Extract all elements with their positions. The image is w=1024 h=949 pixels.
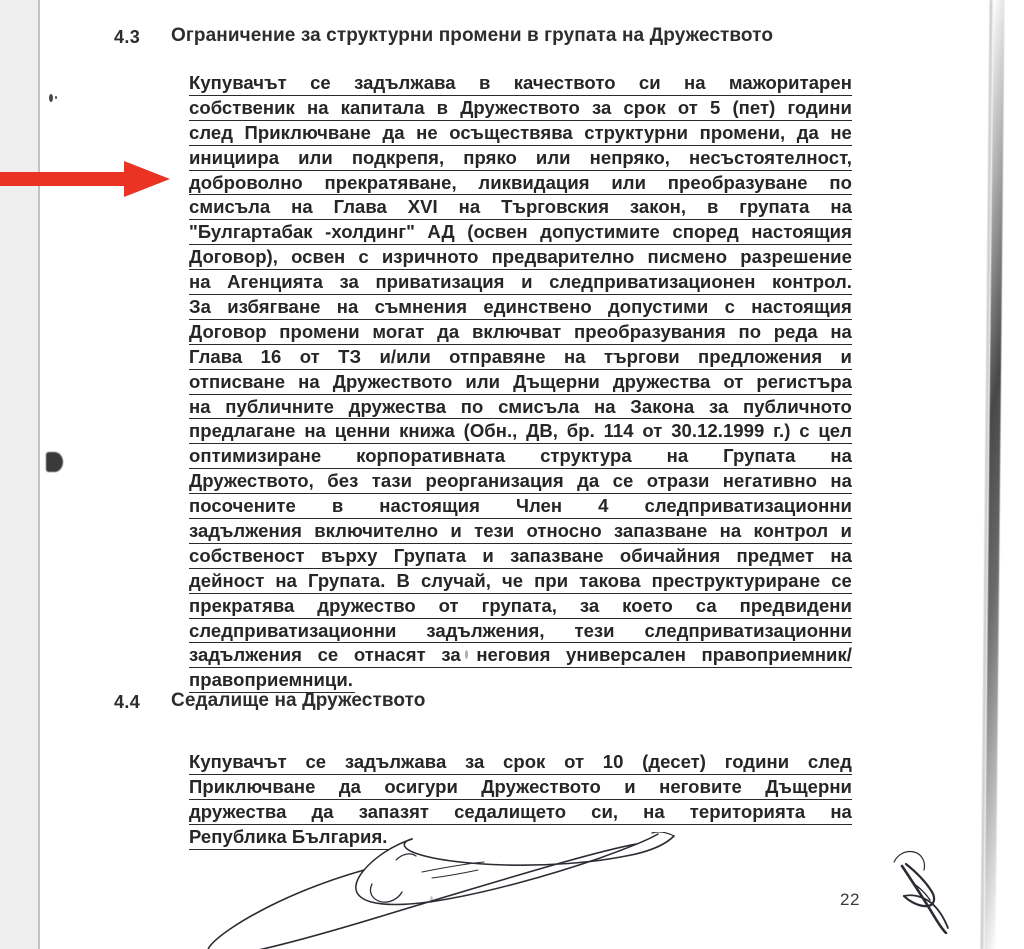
scan-gutter-line: [38, 0, 40, 949]
document-text-line: отписване на Дружеството или Дъщерни дружества от регистъра: [189, 370, 852, 395]
document-text-line: За избягване на съмнения единствено допустими с настоящия: [189, 295, 852, 320]
document-text-line: инициира или подкрепя, пряко или непряко, несъстоятелност,: [189, 146, 852, 171]
document-text-line: Приключване да осигури Дружеството и неговите Дъщерни: [189, 775, 852, 800]
document-text-line: на публичните дружества по смисъла на Закона за публичното: [189, 395, 852, 420]
scan-speck: [49, 94, 53, 102]
document-text-line: оптимизиране корпоративната структура на Групата на: [189, 444, 852, 469]
document-text-line: Договор), освен с изричното предварително писмено разрешение: [189, 245, 852, 270]
document-text-line: дружества да запазят седалището си, на територията на: [189, 800, 852, 825]
document-text-line: след Приключване да не осъществява структурни промени, да не: [189, 121, 852, 146]
document-text-line: прекратява дружество от групата, за което са предвидени: [189, 594, 852, 619]
document-text-line: "Булгартабак -холдинг" АД (освен допустимите според настоящия: [189, 220, 852, 245]
document-text-line: задължения включително и тези относно запазване на контрол и: [189, 519, 852, 544]
red-arrow-shaft: [0, 172, 128, 186]
document-text-line: доброволно прекратяване, ликвидация или преобразуване по: [189, 171, 852, 196]
clause-4-3-number: 4.3: [114, 27, 141, 47]
document-text-line: посочените в настоящия Член 4 следприватизационни: [189, 494, 852, 519]
clause-4-4-paragraph: [189, 750, 852, 850]
signature-initials-mark: [884, 848, 954, 934]
document-text-line: предлагане на ценни книжа (Обн., ДВ, бр. 114 от 30.12.1999 г.) с цел: [189, 419, 852, 444]
document-text-line: смисъла на Глава XVI на Търговския закон, в групата на: [189, 195, 852, 220]
red-arrow-head: [124, 161, 170, 197]
document-text-line: дейност на Групата. В случай, че при такова преструктуриране се: [189, 569, 852, 594]
document-text-line: собственост върху Групата и запазване обичайния предмет на: [189, 544, 852, 569]
document-text-line: Република България.: [189, 825, 390, 850]
page-number: 22: [840, 890, 860, 909]
document-text-line: Договор промени могат да включват преобразувания по реда на: [189, 320, 852, 345]
scan-speck: [55, 96, 57, 99]
document-text-line: Дружеството, без тази реорганизация да се отрази негативно на: [189, 469, 852, 494]
red-arrow-annotation: [0, 161, 170, 197]
document-text-line: Купувачът се задължава за срок от 10 (десет) години след: [189, 750, 852, 775]
document-text-line: на Агенцията за приватизация и следприватизационен контрол.: [189, 270, 852, 295]
document-text-line: правоприемници.: [189, 668, 355, 693]
scan-speck: [430, 896, 433, 903]
document-text-line: собственик на капитала в Дружеството за срок от 5 (пет) години: [189, 96, 852, 121]
hole-punch-mark: [46, 452, 63, 472]
scan-gutter: [0, 0, 38, 949]
clause-4-3-title: Ограничение за структурни промени в групата на Дружеството: [171, 25, 774, 46]
document-text-line: задължения се отнасят за неговия универсален правоприемник/: [189, 643, 852, 668]
clause-4-3-paragraph: [189, 71, 852, 693]
clause-4-4-number: 4.4: [114, 692, 141, 712]
document-text-line: Глава 16 от ТЗ и/или отправяне на търгови предложения и: [189, 345, 852, 370]
document-text-line: следприватизационни задължения, тези следприватизационни: [189, 619, 852, 644]
clause-4-4-title: Седалище на Дружеството: [171, 690, 426, 711]
document-text-line: Купувачът се задължава в качеството си на мажоритарен: [189, 71, 852, 96]
